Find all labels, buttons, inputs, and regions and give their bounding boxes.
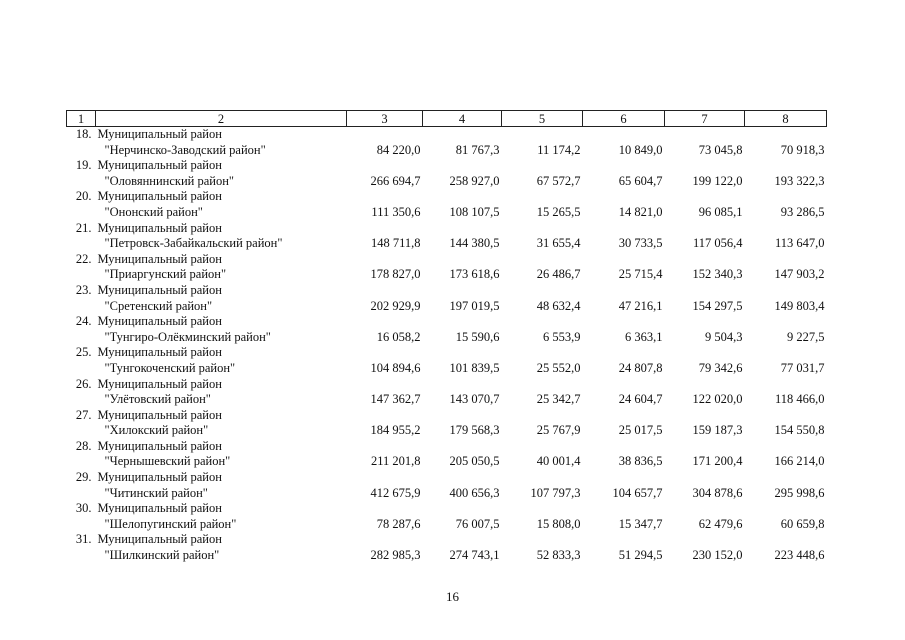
value-cell <box>347 532 423 563</box>
value-cell <box>502 283 583 314</box>
value-cell <box>423 189 502 220</box>
value-cell <box>423 221 502 252</box>
district-name: "Хилокский район" <box>104 423 209 438</box>
table-row <box>67 532 827 563</box>
value-text: 60 659,8 <box>780 516 825 531</box>
value-cell <box>665 189 745 220</box>
district-name-cell <box>96 127 347 159</box>
value-text: 11 174,2 <box>537 142 581 157</box>
column-header: 1 <box>67 111 96 127</box>
value-text: 9 504,3 <box>705 329 743 344</box>
table-row <box>67 158 827 189</box>
value-text: 113 647,0 <box>774 236 825 251</box>
value-text: 15 590,6 <box>455 329 500 344</box>
value-cell <box>502 252 583 283</box>
value-cell <box>502 501 583 532</box>
value-text: 304 878,6 <box>692 485 743 500</box>
district-name-cell <box>96 189 347 220</box>
table-row <box>67 377 827 408</box>
value-text: 148 711,8 <box>370 236 421 251</box>
value-text: 108 107,5 <box>449 204 500 219</box>
value-text: 179 568,3 <box>449 423 500 438</box>
value-text: 144 380,5 <box>449 236 500 251</box>
value-text: 147 362,7 <box>370 392 421 407</box>
value-cell <box>745 314 827 345</box>
district-type: Муниципальный район <box>97 158 222 173</box>
district-type: Муниципальный район <box>97 407 222 422</box>
row-number <box>67 501 96 532</box>
table-row <box>67 408 827 439</box>
district-type: Муниципальный район <box>97 470 222 485</box>
value-text: 295 998,6 <box>774 485 825 500</box>
value-cell <box>423 408 502 439</box>
value-cell <box>347 345 423 376</box>
value-text: 282 985,3 <box>370 548 421 563</box>
value-text: 154 550,8 <box>774 423 825 438</box>
value-text: 6 363,1 <box>625 329 663 344</box>
value-text: 173 618,6 <box>449 267 500 282</box>
value-cell <box>583 501 665 532</box>
district-type: Муниципальный район <box>97 532 222 547</box>
row-number <box>67 221 96 252</box>
value-text: 258 927,0 <box>449 173 500 188</box>
value-text: 26 486,7 <box>536 267 581 282</box>
value-text: 65 604,7 <box>618 173 663 188</box>
data-table <box>66 110 827 564</box>
row-number-text: 25. <box>75 345 92 360</box>
value-cell <box>423 439 502 470</box>
value-text: 40 001,4 <box>536 454 581 469</box>
table-row <box>67 470 827 501</box>
value-text: 47 216,1 <box>618 298 663 313</box>
value-cell <box>745 501 827 532</box>
value-text: 15 265,5 <box>536 204 581 219</box>
row-number <box>67 127 96 159</box>
value-cell <box>423 314 502 345</box>
value-cell <box>583 127 665 159</box>
district-name-cell <box>96 377 347 408</box>
table-row <box>67 501 827 532</box>
value-text: 400 656,3 <box>449 485 500 500</box>
district-name-cell <box>96 345 347 376</box>
row-number-text: 20. <box>75 189 92 204</box>
column-header: 5 <box>502 111 583 127</box>
value-cell <box>745 283 827 314</box>
value-cell <box>745 158 827 189</box>
value-text: 6 553,9 <box>543 329 581 344</box>
value-cell <box>665 158 745 189</box>
value-text: 96 085,1 <box>698 204 743 219</box>
value-cell <box>583 314 665 345</box>
value-text: 274 743,1 <box>449 548 500 563</box>
column-header: 8 <box>745 111 827 127</box>
value-cell <box>665 408 745 439</box>
value-text: 223 448,6 <box>774 548 825 563</box>
value-text: 266 694,7 <box>370 173 421 188</box>
value-text: 48 632,4 <box>536 298 581 313</box>
value-text: 118 466,0 <box>774 392 825 407</box>
value-cell <box>502 439 583 470</box>
value-text: 15 808,0 <box>536 516 581 531</box>
value-cell <box>347 252 423 283</box>
value-cell <box>347 470 423 501</box>
value-text: 184 955,2 <box>370 423 421 438</box>
value-text: 171 200,4 <box>692 454 743 469</box>
row-number-text: 23. <box>75 282 92 297</box>
table-row <box>67 439 827 470</box>
value-cell <box>423 283 502 314</box>
column-header: 6 <box>583 111 665 127</box>
value-cell <box>665 221 745 252</box>
district-name: "Оловяннинский район" <box>104 173 235 188</box>
value-cell <box>347 439 423 470</box>
value-text: 199 122,0 <box>692 173 743 188</box>
value-text: 16 058,2 <box>376 329 421 344</box>
value-text: 62 479,6 <box>698 516 743 531</box>
row-number-text: 21. <box>75 220 92 235</box>
value-cell <box>583 221 665 252</box>
value-cell <box>423 158 502 189</box>
value-text: 111 350,6 <box>371 204 421 219</box>
district-name: "Шелопугинский район" <box>104 516 237 531</box>
row-number-text: 18. <box>75 127 92 141</box>
district-type: Муниципальный район <box>97 282 222 297</box>
value-cell <box>423 501 502 532</box>
value-cell <box>745 377 827 408</box>
value-text: 14 821,0 <box>618 204 663 219</box>
row-number-text: 19. <box>75 158 92 173</box>
value-cell <box>665 439 745 470</box>
value-cell <box>502 345 583 376</box>
value-text: 30 733,5 <box>618 236 663 251</box>
value-text: 10 849,0 <box>618 142 663 157</box>
row-number-text: 26. <box>75 376 92 391</box>
value-cell <box>745 439 827 470</box>
district-name-cell <box>96 314 347 345</box>
value-text: 93 286,5 <box>780 204 825 219</box>
value-cell <box>745 408 827 439</box>
page-number: 16 <box>446 589 459 604</box>
value-cell <box>347 221 423 252</box>
value-cell <box>502 470 583 501</box>
value-cell <box>502 408 583 439</box>
district-type: Муниципальный район <box>97 189 222 204</box>
value-text: 31 655,4 <box>536 236 581 251</box>
table-row <box>67 127 827 159</box>
value-cell <box>502 158 583 189</box>
row-number-text: 28. <box>75 438 92 453</box>
value-cell <box>583 408 665 439</box>
value-text: 143 070,7 <box>449 392 500 407</box>
value-cell <box>502 189 583 220</box>
district-name-cell <box>96 283 347 314</box>
value-text: 104 657,7 <box>612 485 663 500</box>
value-text: 67 572,7 <box>536 173 581 188</box>
district-name: "Петровск-Забайкальский район" <box>104 236 283 251</box>
value-cell <box>665 532 745 563</box>
value-text: 78 287,6 <box>376 516 421 531</box>
column-header: 4 <box>423 111 502 127</box>
value-text: 202 929,9 <box>370 298 421 313</box>
district-name-cell <box>96 470 347 501</box>
value-text: 51 294,5 <box>618 548 663 563</box>
value-text: 77 031,7 <box>780 360 825 375</box>
value-cell <box>347 501 423 532</box>
row-number-text: 22. <box>75 251 92 266</box>
value-text: 25 342,7 <box>536 392 581 407</box>
district-name-cell <box>96 408 347 439</box>
value-cell <box>745 345 827 376</box>
district-name-cell <box>96 532 347 563</box>
value-text: 25 017,5 <box>618 423 663 438</box>
district-type: Муниципальный район <box>97 127 222 141</box>
value-text: 412 675,9 <box>370 485 421 500</box>
value-text: 159 187,3 <box>692 423 743 438</box>
value-text: 101 839,5 <box>449 360 500 375</box>
value-cell <box>583 439 665 470</box>
value-cell <box>347 314 423 345</box>
value-text: 84 220,0 <box>376 142 421 157</box>
value-text: 193 322,3 <box>774 173 825 188</box>
value-text: 122 020,0 <box>692 392 743 407</box>
table-body <box>67 127 827 564</box>
table-row <box>67 221 827 252</box>
value-cell <box>347 189 423 220</box>
value-cell <box>583 377 665 408</box>
value-cell <box>502 532 583 563</box>
district-name: "Чернышевский район" <box>104 454 231 469</box>
value-cell <box>347 283 423 314</box>
value-cell <box>583 252 665 283</box>
value-text: 9 227,5 <box>787 329 825 344</box>
district-name-cell <box>96 158 347 189</box>
district-name: "Тунгокоченский район" <box>104 360 236 375</box>
value-text: 25 552,0 <box>536 360 581 375</box>
value-cell <box>665 501 745 532</box>
row-number <box>67 439 96 470</box>
value-text: 147 903,2 <box>774 267 825 282</box>
value-cell <box>745 470 827 501</box>
district-name: "Читинский район" <box>104 485 208 500</box>
value-text: 117 056,4 <box>692 236 743 251</box>
row-number-text: 24. <box>75 314 92 329</box>
value-text: 211 201,8 <box>370 454 421 469</box>
value-text: 197 019,5 <box>449 298 500 313</box>
row-number <box>67 532 96 563</box>
value-cell <box>347 127 423 159</box>
value-text: 24 807,8 <box>618 360 663 375</box>
value-cell <box>347 408 423 439</box>
value-cell <box>423 127 502 159</box>
value-cell <box>347 377 423 408</box>
table-row <box>67 314 827 345</box>
row-number <box>67 283 96 314</box>
value-cell <box>665 283 745 314</box>
district-name: "Сретенский район" <box>104 298 213 313</box>
district-name-cell <box>96 252 347 283</box>
value-cell <box>583 283 665 314</box>
value-text: 152 340,3 <box>692 267 743 282</box>
value-cell <box>423 377 502 408</box>
district-type: Муниципальный район <box>97 501 222 516</box>
value-cell <box>502 221 583 252</box>
row-number <box>67 189 96 220</box>
value-cell <box>745 189 827 220</box>
value-cell <box>745 252 827 283</box>
value-text: 178 827,0 <box>370 267 421 282</box>
row-number-text: 27. <box>75 407 92 422</box>
row-number <box>67 314 96 345</box>
district-name: "Приаргунский район" <box>104 267 227 282</box>
row-number <box>67 408 96 439</box>
table-header <box>67 111 827 127</box>
value-text: 52 833,3 <box>536 548 581 563</box>
value-text: 73 045,8 <box>698 142 743 157</box>
table-row <box>67 252 827 283</box>
value-cell <box>423 470 502 501</box>
district-name: "Нерчинско-Заводский район" <box>104 142 266 157</box>
row-number <box>67 377 96 408</box>
district-type: Муниципальный район <box>97 251 222 266</box>
row-number <box>67 158 96 189</box>
value-text: 205 050,5 <box>449 454 500 469</box>
district-name-cell <box>96 221 347 252</box>
district-type: Муниципальный район <box>97 220 222 235</box>
value-cell <box>665 470 745 501</box>
value-cell <box>423 532 502 563</box>
row-number <box>67 470 96 501</box>
value-text: 76 007,5 <box>455 516 500 531</box>
value-text: 107 797,3 <box>530 485 581 500</box>
district-type: Муниципальный район <box>97 376 222 391</box>
district-name: "Ононский район" <box>104 204 203 219</box>
value-cell <box>423 252 502 283</box>
value-text: 25 767,9 <box>536 423 581 438</box>
district-type: Муниципальный район <box>97 438 222 453</box>
value-cell <box>502 127 583 159</box>
value-text: 79 342,6 <box>698 360 743 375</box>
value-cell <box>665 377 745 408</box>
district-name-cell <box>96 501 347 532</box>
value-cell <box>423 345 502 376</box>
value-cell <box>583 470 665 501</box>
row-number-text: 31. <box>75 532 92 547</box>
value-cell <box>665 314 745 345</box>
value-cell <box>502 314 583 345</box>
table-row <box>67 283 827 314</box>
row-number <box>67 345 96 376</box>
value-text: 24 604,7 <box>618 392 663 407</box>
value-cell <box>583 189 665 220</box>
district-name: "Улётовский район" <box>104 392 211 407</box>
column-header: 2 <box>96 111 347 127</box>
table-row <box>67 345 827 376</box>
district-type: Муниципальный район <box>97 345 222 360</box>
value-text: 38 836,5 <box>618 454 663 469</box>
value-cell <box>347 158 423 189</box>
district-name: "Тунгиро-Олёкминский район" <box>104 329 271 344</box>
column-header: 7 <box>665 111 745 127</box>
row-number-text: 30. <box>75 501 92 516</box>
district-name-cell <box>96 439 347 470</box>
value-text: 104 894,6 <box>370 360 421 375</box>
row-number <box>67 252 96 283</box>
value-text: 149 803,4 <box>774 298 825 313</box>
value-text: 81 767,3 <box>455 142 500 157</box>
value-cell <box>745 127 827 159</box>
value-cell <box>583 345 665 376</box>
value-cell <box>665 345 745 376</box>
value-text: 154 297,5 <box>692 298 743 313</box>
table-row <box>67 189 827 220</box>
value-text: 166 214,0 <box>774 454 825 469</box>
value-text: 25 715,4 <box>618 267 663 282</box>
value-text: 15 347,7 <box>618 516 663 531</box>
district-name: "Шилкинский район" <box>104 548 220 563</box>
value-cell <box>583 532 665 563</box>
value-cell <box>583 158 665 189</box>
value-text: 230 152,0 <box>692 548 743 563</box>
row-number-text: 29. <box>75 470 92 485</box>
column-header: 3 <box>347 111 423 127</box>
value-cell <box>502 377 583 408</box>
value-cell <box>665 127 745 159</box>
district-type: Муниципальный район <box>97 314 222 329</box>
value-cell <box>745 532 827 563</box>
value-cell <box>665 252 745 283</box>
value-text: 70 918,3 <box>780 142 825 157</box>
value-cell <box>745 221 827 252</box>
